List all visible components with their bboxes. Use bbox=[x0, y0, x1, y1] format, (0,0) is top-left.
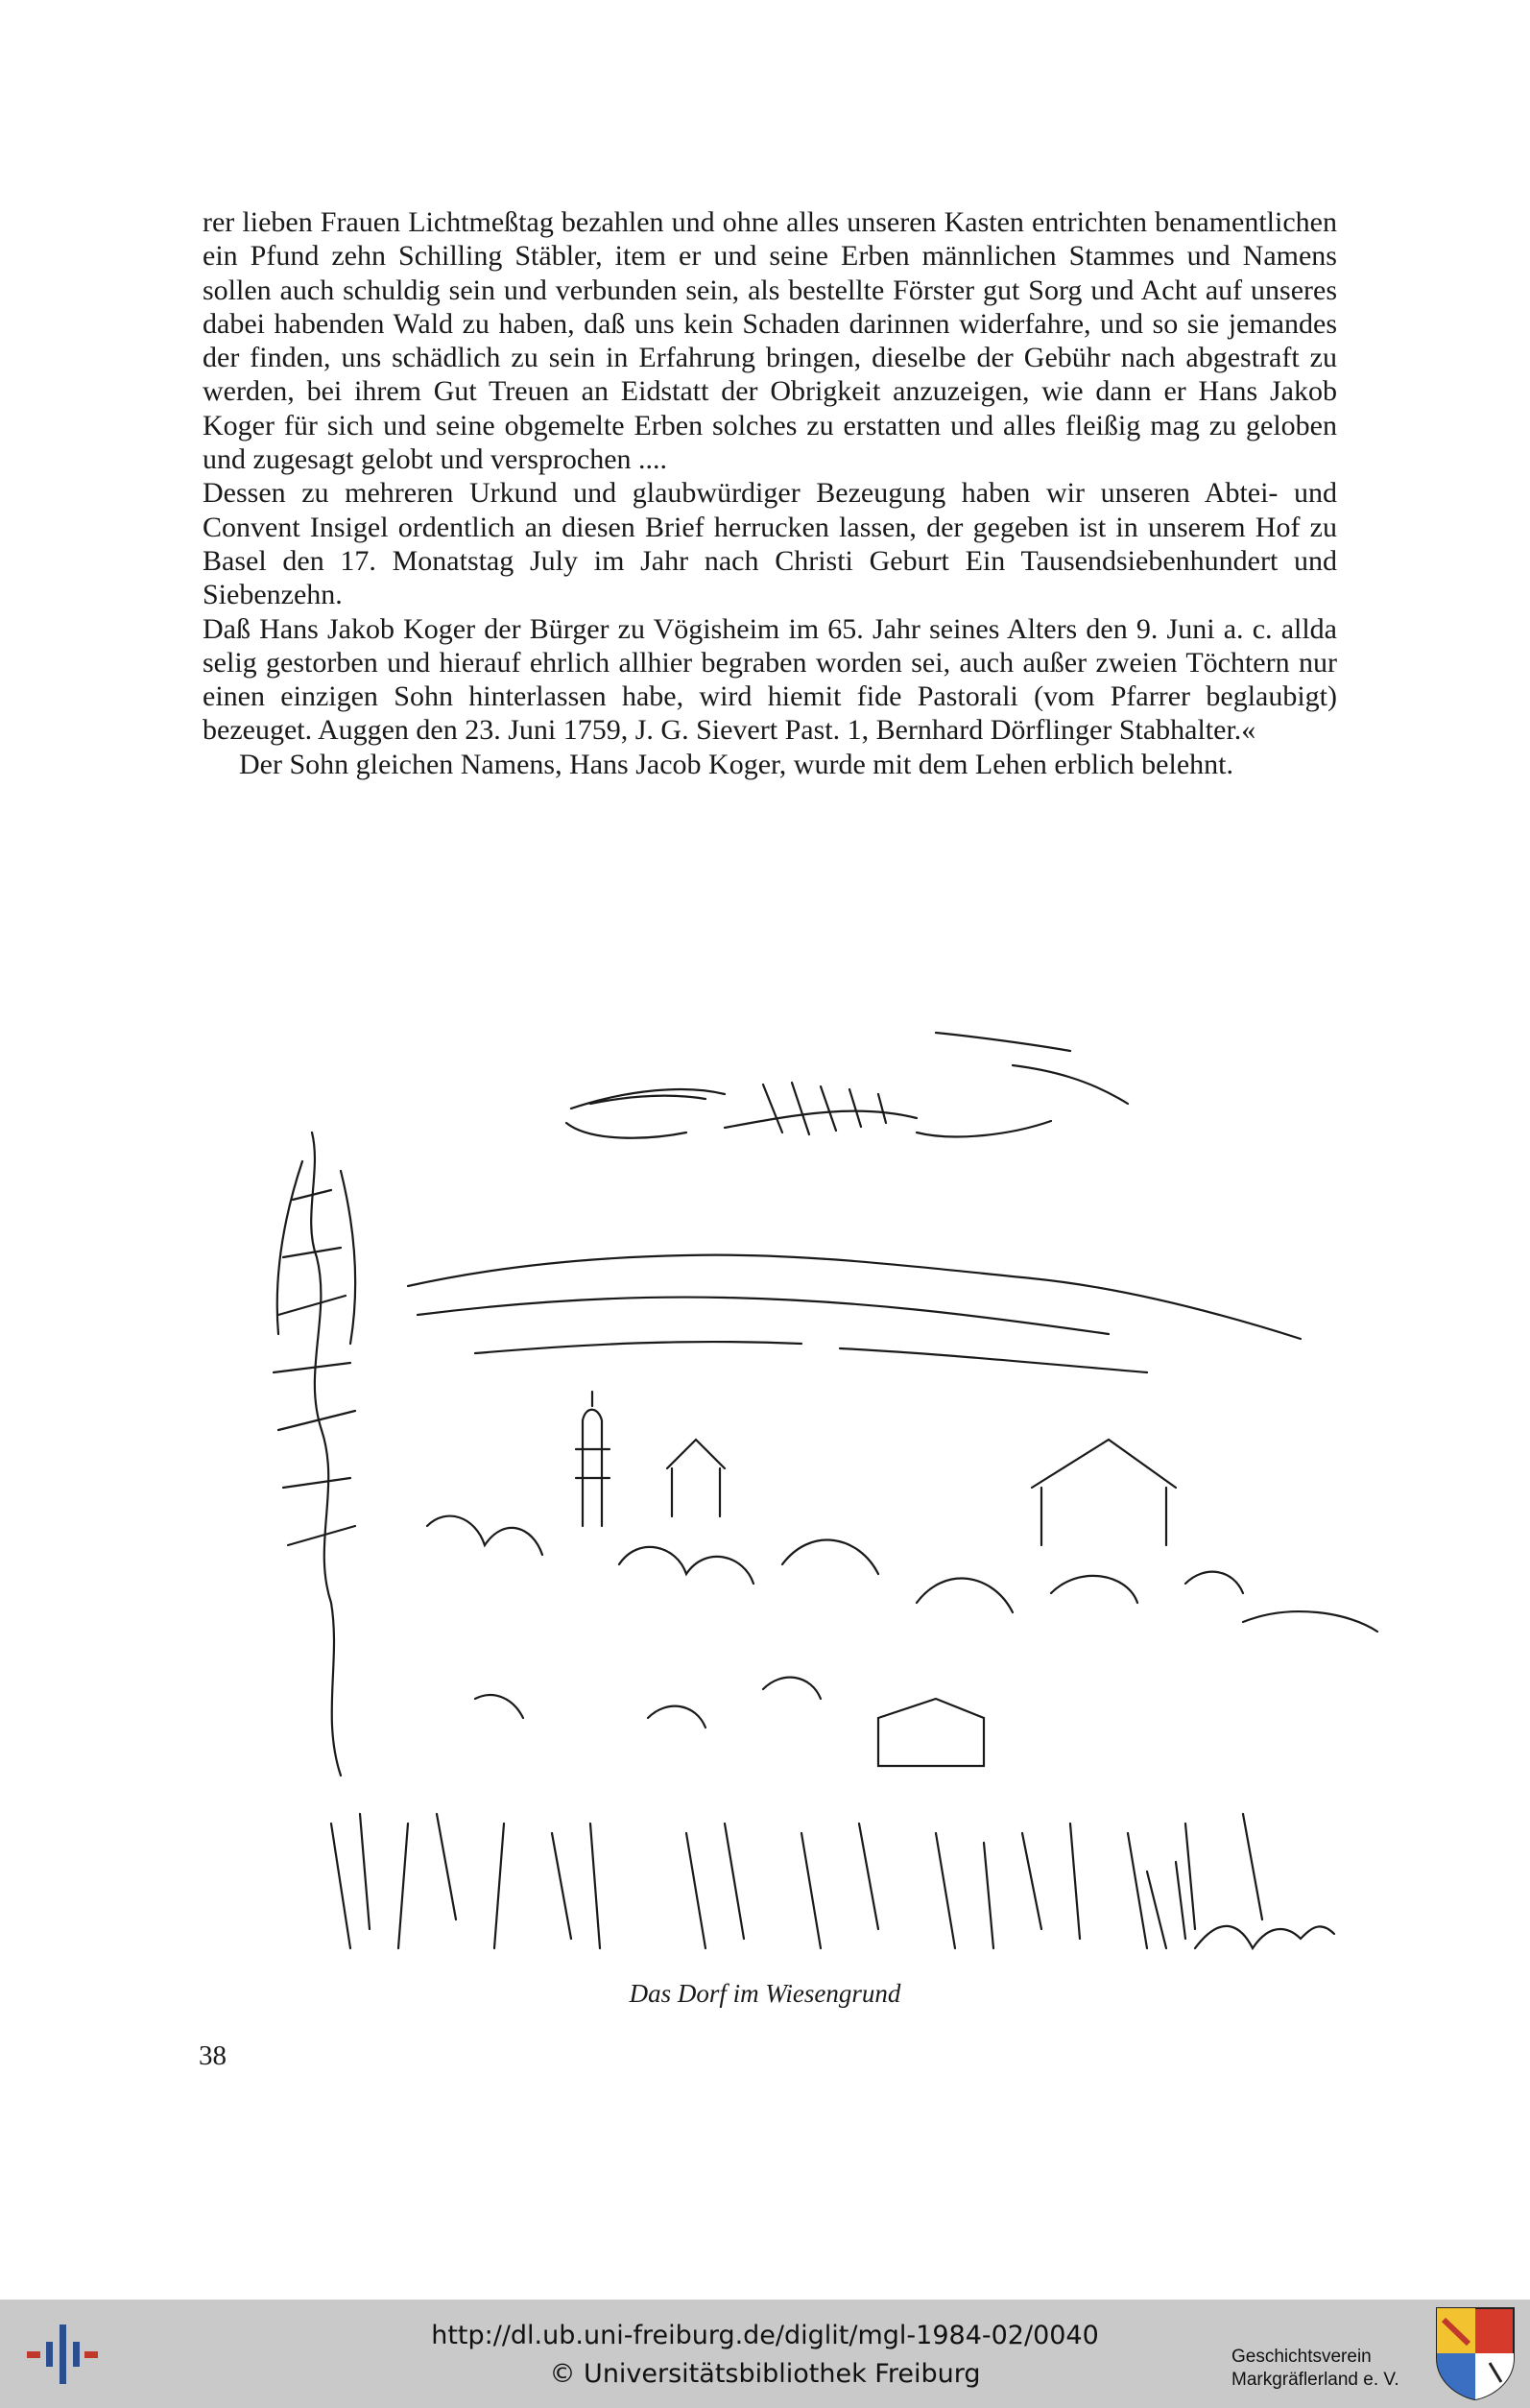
main-text bbox=[203, 205, 1337, 781]
society-line-2: Markgräflerland e. V. bbox=[1231, 2370, 1399, 2390]
document-url-link[interactable]: http://dl.ub.uni-freiburg.de/diglit/mgl-1984-02/0040 bbox=[431, 2321, 1099, 2350]
paragraph-1: rer lieben Frauen Lichtmeßtag bezahlen und ohne alles unseren Kasten entrichten benamentlichen ein Pfund zehn Schilling Stäbler, item er und seine Erben männlichen Stammes und Namens sollen auch schuldig sein und verbunden sein, als bestellte Förster gut Sorg und Acht auf unseres dabei habenden Wald zu haben, daß uns kein Schaden darinnen widerfahre, und so sie jemandes der finden, uns schädlich zu sein in Erfahrung bringen, dieselbe der Gebühr nach abgestraft zu werden, bei ihrem Gut Treuen an Eidstatt der Obrigkeit anzuzeigen, wie dann er Hans Jakob Koger für sich und seine obgemelte Erben solches zu erstatten und alles fleißig mag zu geloben und zugesagt gelobt und versprochen .... bbox=[203, 206, 1337, 476]
paragraph-3: Daß Hans Jakob Koger der Bürger zu Vögisheim im 65. Jahr seines Alters den 9. Juni a. c. allda selig gestorben und hierauf ehrlich allhier begraben worden sei, auch außer zweien Töchtern nur einen einzigen Sohn hinterlassen habe, wird hiemit fide Pastorali (vom Pfarrer beglaubigt) bezeuget. Auggen den 23. Juni 1759, J. G. Sievert Past. 1, Bernhard Dörflinger Stabhalter.« bbox=[203, 612, 1337, 747]
society-line-1: Geschichtsverein bbox=[1231, 2347, 1372, 2367]
footer-bar bbox=[0, 2300, 1530, 2408]
page-number: 38 bbox=[199, 2040, 227, 2071]
copyright-text: © Universitätsbibliothek Freiburg bbox=[549, 2359, 981, 2389]
village-sketch-illustration bbox=[187, 1027, 1397, 1977]
figure-caption: Das Dorf im Wiesengrund bbox=[629, 1979, 901, 2008]
paragraph-2: Dessen zu mehreren Urkund und glaubwürdiger Bezeugung haben wir unseren Abtei- und Convent Insigel ordentlich an diesen Brief herrucken lassen, der gegeben ist in unserem Hof zu Basel den 17. Monatstag July im Jahr nach Christi Geburt Ein Tausendsiebenhundert und Siebenzehn. bbox=[203, 477, 1337, 611]
coat-of-arms-icon bbox=[1434, 2305, 1517, 2401]
paragraph-4: Der Sohn gleichen Namens, Hans Jacob Koger, wurde mit dem Lehen erblich belehnt. bbox=[239, 748, 1233, 780]
society-name bbox=[1231, 2346, 1399, 2392]
